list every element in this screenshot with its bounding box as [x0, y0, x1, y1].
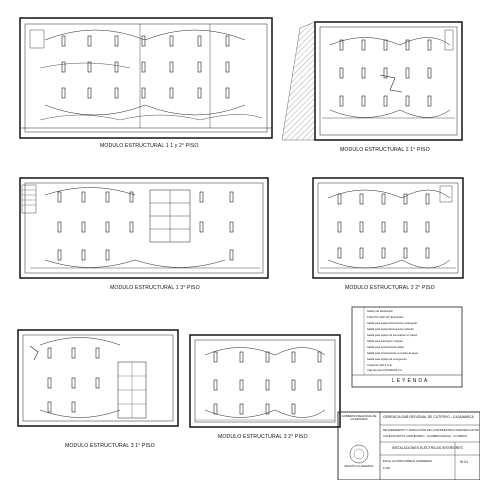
legend-item: Salida para tomacorriente doble: [367, 346, 404, 349]
legend-item: Salida para equipo fluorescente rectangular: [367, 322, 418, 325]
floor-plan-module-3-floor-1: [18, 330, 178, 426]
project-name: MEJORAMIENTO Y AMPLIACIÓN DE LA INFRAESTRUCTURA EDUCATIVA: [383, 428, 480, 432]
department: GERENCIA SUB REGIONAL DE CUTERVO - CAJAMARCA: [383, 415, 474, 419]
floor-plan-module-2-floor-1: [282, 22, 462, 140]
legend-item: Salida para interruptor unipolar: [367, 340, 403, 343]
scale: 1/100: [383, 466, 390, 470]
legend-item: Salida para equipo de iluminación en pared: [367, 334, 417, 337]
module-1-floor-3-label: MODULO ESTRUCTURAL 1 3° PISO: [110, 285, 200, 291]
legend-title: LEYENDA: [392, 378, 430, 384]
sheet-title: INSTALACIONES ELÉCTRICAS INTERIORES: [392, 446, 463, 450]
legend-item: Caja de paso 100x100x50 mm: [367, 369, 403, 372]
floor-plan-module-1-floor-3: [20, 178, 268, 278]
module-2-floor-2-label: MODULO ESTRUCTURAL 2 2° PISO: [345, 285, 435, 291]
legend-item: Salida para equipo fluorescente redondo: [367, 328, 414, 331]
legend-item: Conductor 2#1.5 mm²: [367, 364, 393, 367]
legend-item: Tubo PVC SAP 3/4" Empotrado: [367, 316, 404, 319]
org-name: GOBIERNO REGIONAL DE CAJAMARCA: [341, 414, 377, 422]
designer: ESCH. ALONSO PAREJA GUERRERO: [383, 459, 433, 463]
legend-item: Salida para tomacorriente a prueba de agua: [367, 352, 418, 355]
module-3-floor-2-label: MODULO ESTRUCTURAL 3 2° PISO: [218, 434, 308, 440]
module-2-floor-1-label: MODULO ESTRUCTURAL 2 1° PISO: [340, 147, 430, 153]
module-1-label: MODULO ESTRUCTURAL 1 1 y 2° PISO: [100, 143, 199, 149]
legend-item: Tablero de distribución: [367, 310, 393, 313]
sheet-id: IE-01: [460, 460, 469, 464]
floor-plan-module-2-floor-2: [313, 178, 463, 278]
seal-text: REGIÓN CAJAMARCA: [344, 464, 374, 468]
legend-item: Salida para equipo de emergencia: [367, 358, 407, 361]
floor-plan-module-1: [20, 18, 272, 138]
floor-plan-module-3-floor-2: [190, 335, 340, 427]
project-location: COLEGIO MIXTO CENTENARIO - HUAMBOCANCHA - CUTERVO: [383, 434, 467, 438]
module-3-floor-1-label: MODULO ESTRUCTURAL 3 1° PISO: [65, 443, 155, 449]
